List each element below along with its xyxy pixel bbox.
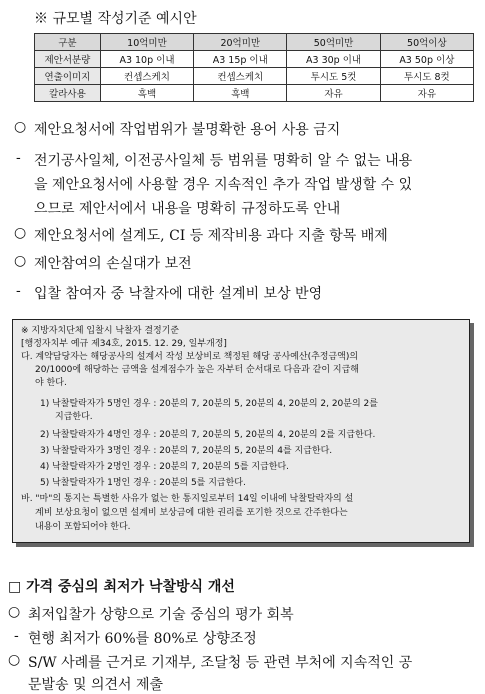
list-item-line: S/W 사례를 근거로 기재부, 조달청 등 관련 부처에 지속적인 공 xyxy=(28,655,413,671)
section-title: ※ 규모별 작성기준 예시안 xyxy=(34,11,197,27)
table-cell: 투시도 5컷 xyxy=(287,68,380,85)
table-cell: 흑백 xyxy=(194,85,287,102)
list-item-line: 문발송 및 의견서 제출 xyxy=(28,677,164,693)
dash-bullet: - xyxy=(16,283,21,299)
table-cell: 흑백 xyxy=(100,85,193,102)
section-heading: □ 가격 중심의 최저가 낙찰방식 개선 xyxy=(8,579,235,595)
list-item-line: 전기공사일체, 이전공사일체 등 범위를 명확히 알 수 없는 내용 xyxy=(34,153,413,169)
table-cell: 자유 xyxy=(380,85,473,102)
list-item: 최저입찰가 상향으로 기술 중심의 평가 회복 xyxy=(28,607,294,623)
circle-bullet: ○ xyxy=(14,119,27,135)
box-case-line: 2) 낙찰탈락자가 4명인 경우 : 20분의 7, 20분의 5, 20분의 4, 20분의 2를 지급한다. xyxy=(40,430,376,440)
box-source: [행정자치부 예규 제34호, 2015. 12. 29, 일부개정] xyxy=(21,339,227,349)
table-cell: 칼라사용 xyxy=(35,85,101,102)
table-cell: 제안서분량 xyxy=(35,51,101,68)
table-cell: A3 15p 이내 xyxy=(194,51,287,68)
table-cell: 컨셉스케치 xyxy=(100,68,193,85)
list-item: 제안참여의 손실대가 보전 xyxy=(34,256,192,272)
list-item: 제안요청서에 설계도, CI 등 제작비용 과다 지출 항목 배제 xyxy=(34,228,388,244)
circle-bullet: ○ xyxy=(14,225,27,241)
box-paragraph-line: 바. "마"의 통지는 특별한 사유가 없는 한 통지일로부터 14일 이내에 낙찰탈락자의 설 xyxy=(21,494,354,504)
table-row xyxy=(35,51,474,68)
table-cell: 컨셉스케치 xyxy=(194,68,287,85)
box-paragraph-line: 야 한다. xyxy=(35,378,67,388)
table-cell: 투시도 8컷 xyxy=(380,68,473,85)
table-row xyxy=(35,85,474,102)
table-header-cell: 구분 xyxy=(35,34,101,51)
table-cell: A3 50p 이상 xyxy=(380,51,473,68)
table-header-cell: 10억미만 xyxy=(100,34,193,51)
table-header-row xyxy=(35,34,474,51)
list-item: 제안요청서에 작업범위가 불명확한 용어 사용 금지 xyxy=(34,122,341,138)
circle-bullet: ○ xyxy=(8,652,21,668)
box-case-line: 5) 낙찰탈락자가 1명인 경우 : 20분의 5를 지급한다. xyxy=(40,478,246,488)
list-item-line: 을 제안요청서에 사용할 경우 지속적인 추가 작업 발생할 수 있 xyxy=(34,177,413,193)
table-header-cell: 20억미만 xyxy=(194,34,287,51)
table-cell: 연출이미지 xyxy=(35,68,101,85)
box-case-line: 지급한다. xyxy=(55,412,93,422)
box-case-line: 3) 낙찰탈락자가 3명인 경우 : 20분의 7, 20분의 5, 20분의 4를 지급한다. xyxy=(40,446,333,456)
box-paragraph-line: 계비 보상요청이 없으면 설계비 보상금에 대한 권리를 포기한 것으로 간주한다는 xyxy=(35,508,348,518)
table-cell: 자유 xyxy=(287,85,380,102)
list-item: 현행 최저가 60%를 80%로 상향조정 xyxy=(28,631,257,647)
table-header-cell: 50억이상 xyxy=(380,34,473,51)
box-paragraph-line: 다. 계약담당자는 해당공사의 설계서 작성 보상비로 책정된 해당 공사예산(추정금액)의 xyxy=(21,352,359,362)
circle-bullet: ○ xyxy=(14,253,27,269)
box-paragraph-line: 20/1000에 해당하는 금액을 설계점수가 높은 자부터 순서대로 다음과 같이 지급해 xyxy=(35,365,359,375)
box-paragraph-line: 내용이 포함되어야 한다. xyxy=(35,522,131,532)
circle-bullet: ○ xyxy=(8,604,21,620)
size-criteria-table xyxy=(34,33,474,102)
table-row xyxy=(35,68,474,85)
box-case-line: 1) 낙찰탈락자가 5명인 경우 : 20분의 7, 20분의 5, 20분의 4, 20분의 2, 20분의 2를 xyxy=(40,399,378,409)
table-cell: A3 30p 이내 xyxy=(287,51,380,68)
list-item: 입찰 참여자 중 낙찰자에 대한 설계비 보상 반영 xyxy=(34,286,323,302)
box-heading: ※ 지방자치단체 입찰시 낙찰자 결정기준 xyxy=(21,326,180,336)
bidding-criteria-box xyxy=(12,319,470,543)
table-header-cell: 50억미만 xyxy=(287,34,380,51)
table-cell: A3 10p 이내 xyxy=(100,51,193,68)
box-case-line: 4) 낙찰탈락자가 2명인 경우 : 20분의 7, 20분의 5를 지급한다. xyxy=(40,462,290,472)
dash-bullet: - xyxy=(14,628,19,644)
list-item-line: 으므로 제안서에서 내용을 명확히 규정하도록 안내 xyxy=(34,201,341,217)
dash-bullet: - xyxy=(16,150,21,166)
